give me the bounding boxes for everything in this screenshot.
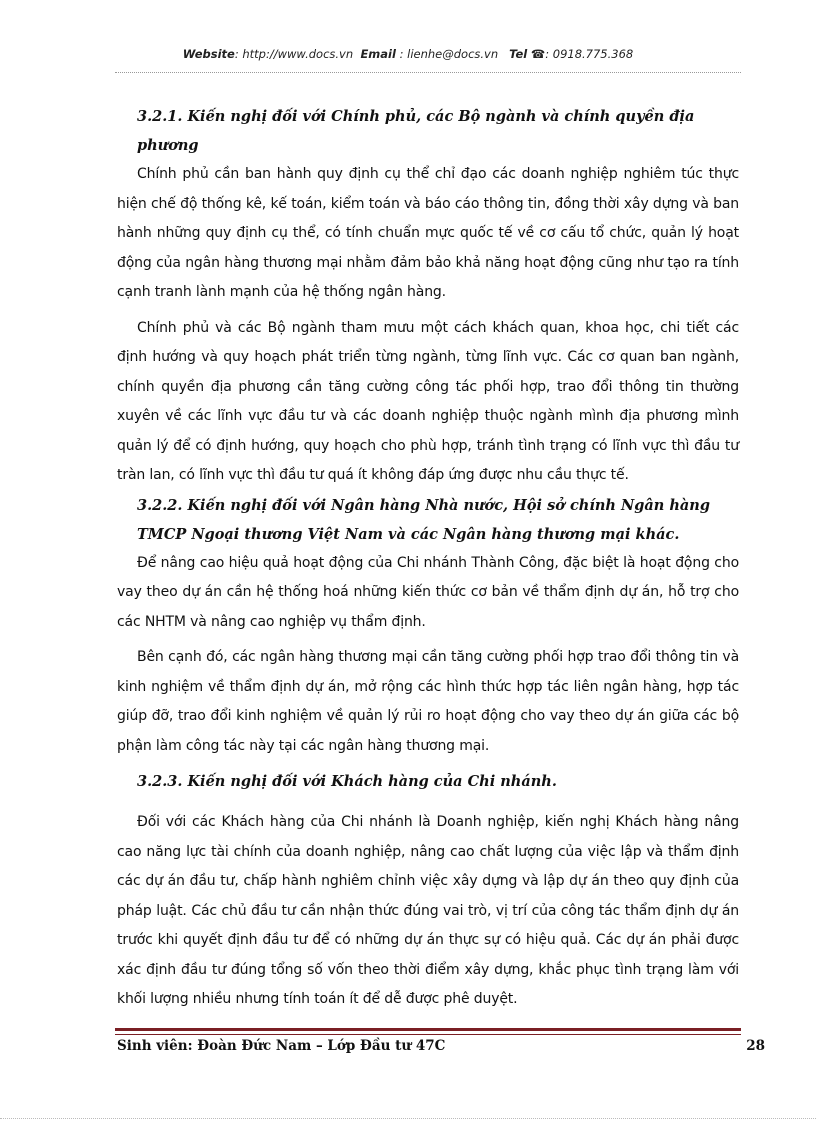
email-value[interactable]: : lienhe@docs.vn: [399, 47, 499, 61]
section-heading-3-2-1: 3.2.1. Kiến nghị đối với Chính phủ, các Bộ ngành và chính quyền địa phương: [137, 108, 695, 154]
page-footer: [117, 1038, 765, 1054]
website-label: Website: [182, 47, 235, 61]
tel-label: Tel: [509, 47, 528, 61]
tel-value: : 0918.775.368: [545, 47, 634, 61]
header-divider: [115, 72, 741, 73]
paragraph: Để nâng cao hiệu quả hoạt động của Chi nhánh Thành Công, đặc biệt là hoạt động cho vay theo dự án cần hệ thống hoá những kiến thức cơ bản về thẩm định dự án, hỗ trợ cho các NHTM và nâng cao nghiệp vụ thẩm định.: [117, 554, 739, 630]
email-label: Email: [360, 47, 396, 61]
paragraph: Chính phủ và các Bộ ngành tham mưu một cách khách quan, khoa học, chi tiết các định hướng và quy hoạch phát triển từng ngành, từng lĩnh vực. Các cơ quan ban ngành, chính quyền địa phương cần tăng cường công tác phối hợp, trao đổi thông tin thường xuyên về các lĩnh vực đầu tư và các doanh nghiệp thuộc ngành mình địa phương mình quản lý để có định hướng, quy hoạch cho phù hợp, tránh tình trạng có lĩnh vực thì đầu tư tràn lan, có lĩnh vực thì đầu tư quá ít không đáp ứng được nhu cầu thực tế.: [117, 319, 739, 483]
page-bottom-border: [0, 1118, 816, 1119]
footer-author: Sinh viên: Đoàn Đức Nam – Lớp Đầu tư 47C: [117, 1038, 446, 1054]
page-content: [117, 102, 739, 1015]
paragraph: Đối với các Khách hàng của Chi nhánh là Doanh nghiệp, kiến nghị Khách hàng nâng cao năng lực tài chính của doanh nghiệp, nâng cao chất lượng của việc lập và thẩm định các dự án đầu tư, chấp hành nghiêm chỉnh việc xây dựng và lập dự án theo quy định của pháp luật. Các chủ đầu tư cần nhận thức đúng vai trò, vị trí của công tác thẩm định dự án trước khi quyết định đầu tư để có những dự án thực sự có hiệu quả. Các dự án phải được xác định đầu tư đúng tổng số vốn theo thời điểm xây dựng, khắc phục tình trạng làm với khối lượng nhiều nhưng tính toán ít để dễ được phê duyệt.: [117, 814, 739, 1007]
paragraph: Chính phủ cần ban hành quy định cụ thể chỉ đạo các doanh nghiệp nghiêm túc thực hiện chế độ thống kê, kế toán, kiểm toán và báo cáo thông tin, đồng thời xây dựng và ban hành những quy định cụ thể, có tính chuẩn mực quốc tế về cơ cấu tổ chức, quản lý hoạt động của ngân hàng thương mại nhằm đảm bảo khả năng hoạt động cũng như tạo ra tính cạnh tranh lành mạnh của hệ thống ngân hàng.: [117, 166, 739, 300]
website-value[interactable]: : http://www.docs.vn: [234, 47, 354, 61]
section-heading-3-2-2: 3.2.2. Kiến nghị đối với Ngân hàng Nhà nước, Hội sở chính Ngân hàng TMCP Ngoại thương Việt Nam và các Ngân hàng thương mại khác.: [137, 496, 710, 543]
section-heading-3-2-3: 3.2.3. Kiến nghị đối với Khách hàng của Chi nhánh.: [137, 773, 557, 790]
footer-divider-thick: [115, 1028, 741, 1031]
footer-divider-thin: [115, 1034, 741, 1035]
phone-icon: ☎: [530, 47, 546, 61]
page-header: [0, 47, 816, 61]
page-number: 28: [746, 1038, 765, 1054]
paragraph: Bên cạnh đó, các ngân hàng thương mại cần tăng cường phối hợp trao đổi thông tin và kinh nghiệm về thẩm định dự án, mở rộng các hình thức hợp tác liên ngân hàng, hợp tác giúp đỡ, trao đổi kinh nghiệm về quản lý rủi ro hoạt động cho vay theo dự án giữa các bộ phận làm công tác này tại các ngân hàng thương mại.: [117, 649, 739, 754]
